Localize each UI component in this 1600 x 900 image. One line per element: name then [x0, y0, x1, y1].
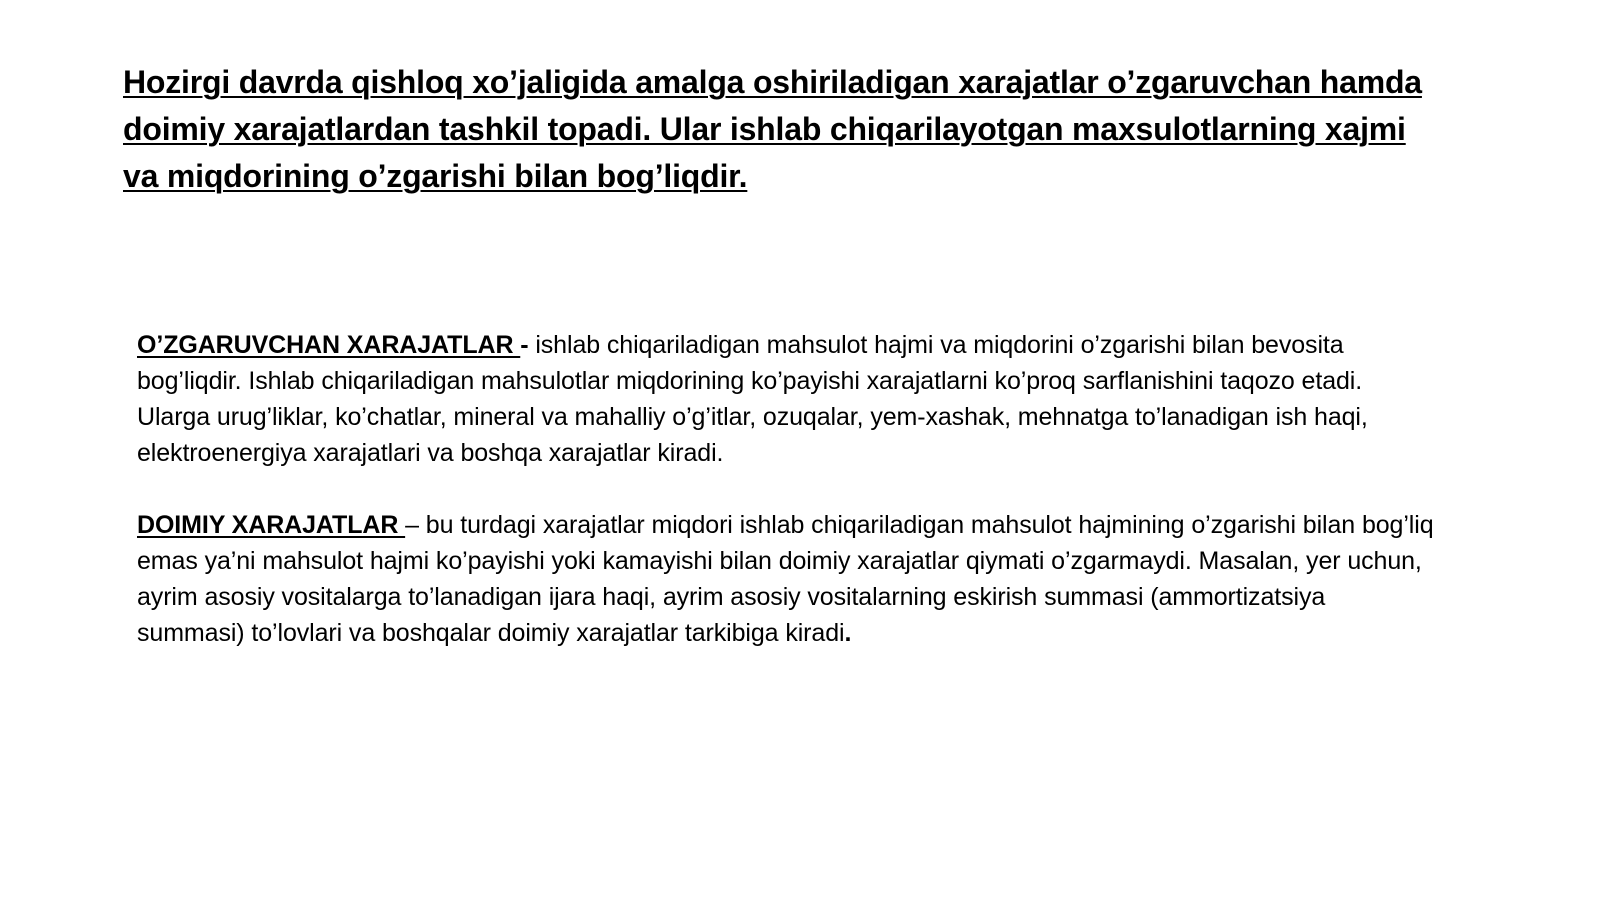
fixed-costs-paragraph	[137, 507, 1437, 651]
slide-body	[137, 327, 1437, 651]
fixed-costs-end-mark: .	[844, 619, 852, 647]
variable-costs-separator: -	[520, 331, 529, 359]
variable-costs-term: O’ZGARUVCHAN XARAJATLAR	[137, 331, 521, 359]
fixed-costs-text: bu turdagi xarajatlar miqdori ishlab chiqariladigan mahsulot hajmining o’zgarishi bilan bog’liq emas ya’ni mahsulot hajmi ko’payishi yoki kamayishi bilan doimiy xarajatlar qiymati o’zgarmaydi. Masalan, yer uchun, ayrim asosiy vositalarga to’lanadigan ijara haqi, ayrim asosiy vositalarning eskirish summasi (ammortizatsiya summasi) to’lovlari va boshqalar doimiy xarajatlar tarkibiga kiradi	[137, 511, 1434, 647]
variable-costs-text: ishlab chiqariladigan mahsulot hajmi va miqdorini o’zgarishi bilan bevosita bog’liqdir. Ishlab chiqariladigan mahsulotlar miqdorining ko’payishi xarajatlarni ko’proq sarflanishini taqozo etadi. Ularga urug’liklar, ko’chatlar, mineral va mahalliy o’g’itlar, ozuqalar, yem-xashak, mehnatga to’lanadigan ish haqi, elektroenergiya xarajatlari va boshqa xarajatlar kiradi.	[137, 331, 1368, 467]
fixed-costs-term: DOIMIY XARAJATLAR	[137, 511, 406, 539]
slide-title: Hozirgi davrda qishloq xo’jaligida amalga oshiriladigan xarajatlar o’zgaruvchan hamda doimiy xarajatlardan tashkil topadi. Ular ishlab chiqarilayotgan maxsulotlarning xajmi va miqdorining o’zgarishi bilan bog’liqdir.	[123, 64, 1422, 194]
fixed-costs-separator: –	[405, 511, 419, 539]
variable-costs-paragraph	[137, 327, 1437, 471]
